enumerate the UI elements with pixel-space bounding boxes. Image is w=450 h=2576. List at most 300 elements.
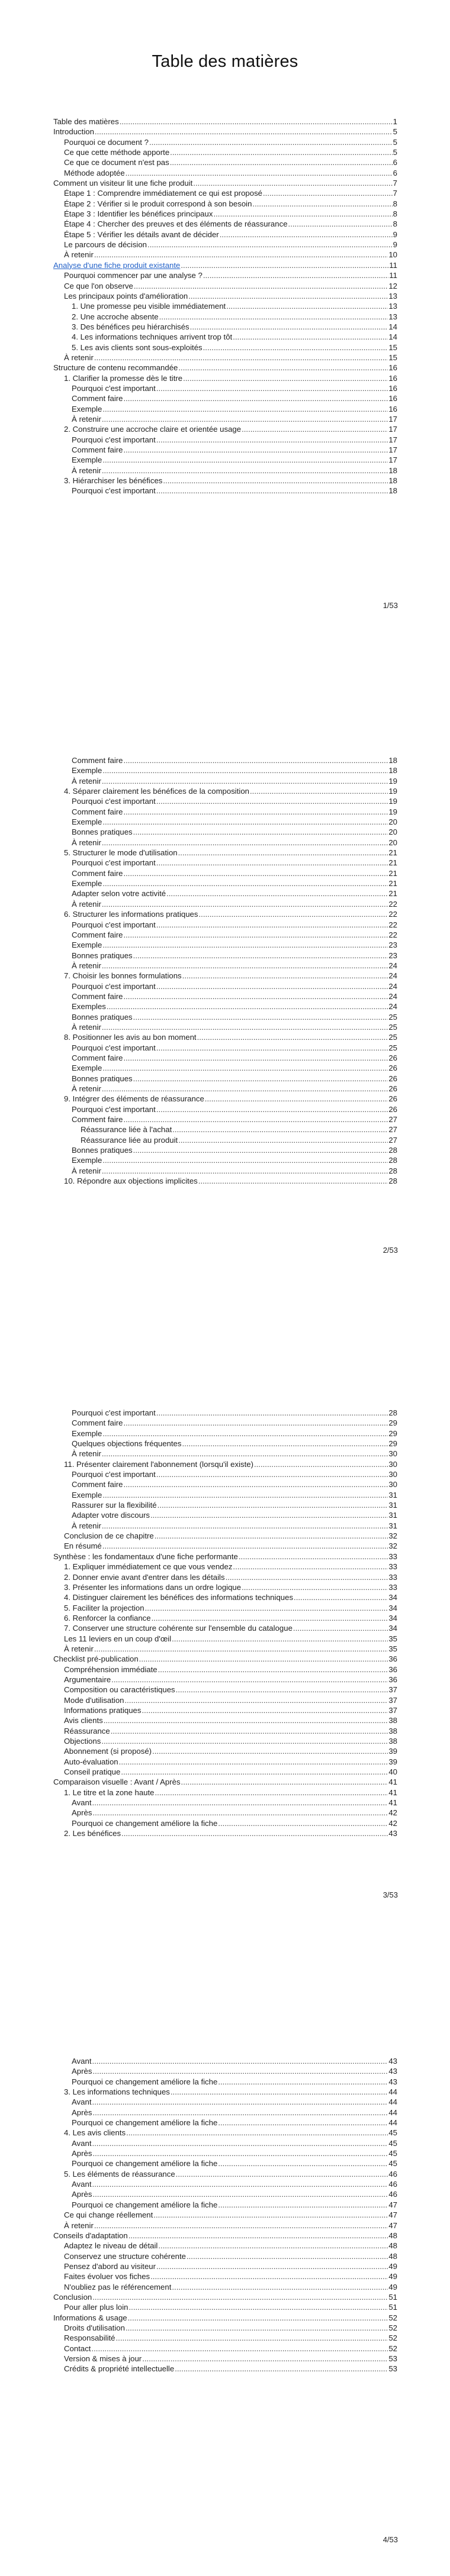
toc-entry-page-number: 30: [388, 1459, 397, 1469]
toc-entry[interactable]: [53, 2292, 397, 2302]
toc-entry[interactable]: [53, 1479, 397, 1489]
toc-entry[interactable]: [53, 2128, 397, 2138]
toc-entry-page-number: 36: [388, 1675, 397, 1684]
toc-leader-dots: [156, 1104, 388, 1114]
toc-entry[interactable]: [53, 1124, 397, 1135]
toc-leader-dots: [155, 1531, 388, 1541]
toc-entry[interactable]: [53, 2251, 397, 2261]
toc-entry-label: À retenir: [72, 1022, 101, 1032]
toc-entry-page-number: 6: [393, 158, 397, 167]
toc-entry[interactable]: [53, 1828, 397, 1838]
toc-leader-dots: [92, 2138, 388, 2148]
toc-entry[interactable]: [53, 991, 397, 1001]
toc-leader-dots: [123, 1479, 388, 1489]
toc-entry-label: 2. Donner envie avant d'entrer dans les détails: [64, 1572, 225, 1582]
toc-entry-label: Quelques objections fréquentes: [72, 1439, 182, 1449]
toc-entry-page-number: 48: [388, 2231, 397, 2240]
toc-entry-page-number: 18: [388, 756, 397, 765]
toc-entry[interactable]: [53, 2179, 397, 2189]
toc-entry[interactable]: [53, 1043, 397, 1053]
toc-entry-page-number: 24: [388, 1002, 397, 1011]
toc-entry[interactable]: [53, 230, 397, 240]
toc-entry[interactable]: [53, 2261, 397, 2271]
toc-entry[interactable]: [53, 1644, 397, 1654]
toc-leader-dots: [128, 2231, 388, 2241]
toc-entry[interactable]: [53, 1818, 397, 1828]
toc-entry[interactable]: [53, 1592, 397, 1602]
toc-leader-dots: [111, 1726, 388, 1736]
toc-leader-dots: [119, 1757, 388, 1767]
toc-leader-dots: [181, 1777, 388, 1787]
toc-entry[interactable]: [53, 147, 397, 157]
toc-entry[interactable]: [53, 888, 397, 898]
toc-entry-page-number: 5: [393, 127, 397, 137]
toc-entry[interactable]: [53, 1176, 397, 1186]
toc-entry[interactable]: [53, 1094, 397, 1104]
toc-entry[interactable]: [53, 1510, 397, 1520]
toc-entry-page-number: 52: [388, 2333, 397, 2343]
toc-entry-label: Avis clients: [64, 1716, 103, 1725]
toc-leader-dots: [183, 373, 388, 383]
toc-leader-dots: [126, 2128, 388, 2138]
toc-entry-label: En résumé: [64, 1541, 102, 1551]
toc-entry[interactable]: [53, 1562, 397, 1572]
toc-entry[interactable]: [53, 2056, 397, 2066]
toc-entry[interactable]: [53, 291, 397, 301]
toc-entry[interactable]: [53, 796, 397, 806]
toc-leader-dots: [102, 1155, 388, 1165]
toc-entry[interactable]: [53, 2158, 397, 2168]
toc-entry[interactable]: [53, 1408, 397, 1418]
toc-entry-page-number: 29: [388, 1428, 397, 1438]
toc-entry-label: À retenir: [72, 1084, 101, 1093]
toc-entry[interactable]: [53, 250, 397, 260]
toc-entry[interactable]: [53, 312, 397, 322]
toc-entry[interactable]: [53, 1063, 397, 1073]
toc-entry-label: Étape 2 : Vérifier si le produit correspond à son besoin: [64, 199, 252, 208]
toc-entry[interactable]: [53, 755, 397, 765]
toc-entry[interactable]: [53, 414, 397, 424]
toc-entry[interactable]: [53, 1572, 397, 1582]
toc-entry[interactable]: [53, 117, 397, 127]
toc-leader-dots: [94, 1644, 388, 1654]
toc-entry[interactable]: [53, 2169, 397, 2179]
toc-entry-page-number: 21: [388, 889, 397, 898]
toc-leader-dots: [239, 1552, 388, 1562]
toc-entry[interactable]: [53, 322, 397, 332]
toc-entry[interactable]: [53, 445, 397, 455]
toc-entry-page-number: 16: [388, 383, 397, 393]
toc-entry[interactable]: [53, 1715, 397, 1725]
toc-entry[interactable]: [53, 1135, 397, 1145]
toc-entry[interactable]: [53, 1053, 397, 1063]
toc-entry-label: Pourquoi ce changement améliore la fiche: [72, 2159, 218, 2168]
toc-entry[interactable]: [53, 1726, 397, 1736]
toc-entry-page-number: 25: [388, 1022, 397, 1032]
toc-entry[interactable]: [53, 1490, 397, 1500]
toc-entry-label: Comparaison visuelle : Avant / Après: [53, 1777, 181, 1787]
toc-entry[interactable]: [53, 2364, 397, 2374]
toc-entry[interactable]: [53, 2118, 397, 2128]
toc-leader-dots: [145, 1603, 388, 1613]
toc-entry-label: Conclusion: [53, 2292, 92, 2302]
toc-entry[interactable]: [53, 2189, 397, 2199]
toc-entry-label: À retenir: [72, 899, 101, 909]
toc-entry-page-number: 38: [388, 1726, 397, 1735]
toc-entry-page-number: 52: [388, 2323, 397, 2332]
toc-entry[interactable]: [53, 1757, 397, 1767]
toc-entry[interactable]: [53, 1001, 397, 1011]
toc-entry[interactable]: [53, 1500, 397, 1510]
toc-entry[interactable]: [53, 1623, 397, 1633]
toc-entry[interactable]: [53, 1145, 397, 1155]
toc-entry-label: Bonnes pratiques: [72, 1074, 133, 1083]
toc-entry[interactable]: [53, 961, 397, 971]
toc-entry-page-number: 18: [388, 766, 397, 775]
toc-entry-page-number: 43: [388, 2057, 397, 2066]
toc-leader-dots: [123, 991, 388, 1001]
toc-entry-label: Pourquoi c'est important: [72, 383, 156, 393]
toc-entry[interactable]: [53, 765, 397, 775]
toc-entry-label: 4. Les avis clients: [64, 2128, 126, 2138]
toc-entry-page-number: 9: [393, 230, 397, 239]
toc-entry-page-number: 45: [388, 2138, 397, 2148]
toc-leader-dots: [172, 2282, 388, 2292]
toc-entry-label: 5. Les avis clients sont sous-exploités: [72, 342, 202, 352]
toc-leader-dots: [94, 2221, 388, 2231]
document-page-2: [0, 645, 450, 1287]
toc-entry[interactable]: [53, 373, 397, 383]
toc-entry[interactable]: [53, 137, 397, 147]
toc-entry[interactable]: [53, 848, 397, 858]
toc-entry-label: N'oubliez pas le référencement: [64, 2282, 172, 2291]
toc-leader-dots: [92, 1798, 388, 1808]
toc-leader-dots: [121, 1828, 388, 1838]
toc-entry[interactable]: [53, 1788, 397, 1798]
toc-list: [53, 1408, 397, 1838]
toc-entry[interactable]: [53, 1603, 397, 1613]
toc-entry-page-number: 41: [388, 1788, 397, 1797]
toc-entry[interactable]: [53, 940, 397, 950]
toc-entry[interactable]: [53, 404, 397, 414]
toc-entry[interactable]: [53, 2138, 397, 2148]
toc-leader-dots: [133, 1145, 388, 1155]
toc-entry-label: Comment faire: [72, 807, 123, 816]
toc-entry[interactable]: [53, 1104, 397, 1114]
toc-entry[interactable]: [53, 1074, 397, 1084]
toc-entry[interactable]: [53, 899, 397, 909]
toc-entry-label: 10. Répondre aux objections implicites: [64, 1177, 198, 1186]
toc-entry[interactable]: [53, 1634, 397, 1644]
toc-entry[interactable]: [53, 2323, 397, 2333]
toc-entry-label: 4. Séparer clairement les bénéfices de la composition: [64, 787, 250, 796]
toc-entry[interactable]: [53, 1695, 397, 1705]
toc-entry[interactable]: [53, 393, 397, 403]
toc-entry[interactable]: [53, 1439, 397, 1449]
toc-entry-label: 5. Structurer le mode d'utilisation: [64, 848, 178, 858]
toc-entry[interactable]: [53, 1022, 397, 1032]
toc-entry-page-number: 40: [388, 1767, 397, 1777]
toc-entry[interactable]: [53, 878, 397, 888]
toc-entry-page-number: 36: [388, 1664, 397, 1674]
toc-leader-dots: [170, 157, 393, 167]
toc-entry-page-number: 22: [388, 910, 397, 919]
toc-entry-page-number: 13: [388, 291, 397, 300]
toc-entry-label: Pourquoi c'est important: [72, 486, 156, 496]
toc-entry[interactable]: [53, 1767, 397, 1777]
toc-entry[interactable]: [53, 240, 397, 250]
toc-entry[interactable]: [53, 971, 397, 981]
toc-entry[interactable]: [53, 1155, 397, 1165]
toc-entry-page-number: 16: [388, 394, 397, 403]
toc-entry[interactable]: [53, 2221, 397, 2231]
toc-entry[interactable]: [53, 1808, 397, 1818]
toc-entry[interactable]: [53, 353, 397, 363]
toc-leader-dots: [252, 199, 392, 209]
toc-leader-dots: [178, 1135, 388, 1145]
toc-entry-label: 7. Conserver une structure cohérente sur l'ensemble du catalogue: [64, 1624, 292, 1633]
toc-entry-label: Checklist pré-publication: [53, 1654, 139, 1664]
toc-entry-page-number: 53: [388, 2364, 397, 2374]
toc-entry-page-number: 16: [388, 363, 397, 373]
toc-entry-label: Bonnes pratiques: [72, 951, 133, 960]
toc-entry-page-number: 48: [388, 2251, 397, 2261]
toc-entry-page-number: 24: [388, 971, 397, 981]
toc-entry[interactable]: [53, 827, 397, 837]
toc-entry-page-number: 22: [388, 899, 397, 909]
toc-entry-label: Table des matières: [53, 117, 119, 126]
toc-entry[interactable]: [53, 1552, 397, 1562]
toc-entry-page-number: 17: [388, 435, 397, 444]
toc-entry[interactable]: [53, 2097, 397, 2107]
toc-entry-page-number: 44: [388, 2108, 397, 2117]
toc-entry[interactable]: [53, 1582, 397, 1592]
toc-entry[interactable]: [53, 2231, 397, 2241]
toc-entry-page-number: 33: [388, 1552, 397, 1561]
toc-entry[interactable]: [53, 2354, 397, 2364]
toc-entry[interactable]: [53, 260, 397, 270]
toc-entry[interactable]: [53, 199, 397, 209]
toc-entry-label: À retenir: [64, 1644, 94, 1653]
toc-entry[interactable]: [53, 127, 397, 137]
toc-leader-dots: [102, 878, 388, 888]
toc-entry-page-number: 46: [388, 2190, 397, 2199]
toc-leader-dots: [134, 281, 388, 291]
toc-leader-dots: [129, 2302, 388, 2312]
toc-entry[interactable]: [53, 807, 397, 817]
toc-entry[interactable]: [53, 1114, 397, 1124]
toc-entry[interactable]: [53, 466, 397, 476]
toc-entry[interactable]: [53, 270, 397, 280]
toc-leader-dots: [123, 755, 388, 765]
toc-entry[interactable]: [53, 1736, 397, 1746]
toc-leader-dots: [203, 342, 388, 353]
toc-entry[interactable]: [53, 1798, 397, 1808]
toc-entry-label: Après: [72, 2067, 92, 2076]
toc-entry-label: 8. Positionner les avis au bon moment: [64, 1033, 197, 1042]
toc-entry[interactable]: [53, 2148, 397, 2158]
toc-entry-page-number: 39: [388, 1757, 397, 1766]
toc-entry-page-number: 49: [388, 2261, 397, 2271]
toc-entry[interactable]: [53, 486, 397, 496]
toc-entry[interactable]: [53, 1418, 397, 1428]
toc-leader-dots: [294, 1592, 388, 1602]
toc-entry[interactable]: [53, 209, 397, 219]
toc-entry-page-number: 19: [388, 797, 397, 806]
toc-entry[interactable]: [53, 219, 397, 229]
toc-entry[interactable]: [53, 786, 397, 796]
toc-entry-label: Avant: [72, 2097, 92, 2107]
toc-entry[interactable]: [53, 1654, 397, 1664]
toc-entry[interactable]: [53, 1469, 397, 1479]
toc-entry[interactable]: [53, 2200, 397, 2210]
toc-entry[interactable]: [53, 476, 397, 486]
toc-entry[interactable]: [53, 1531, 397, 1541]
toc-entry-label: Exemple: [72, 1490, 102, 1499]
toc-entry[interactable]: [53, 930, 397, 940]
toc-entry-page-number: 18: [388, 466, 397, 475]
toc-entry[interactable]: [53, 1705, 397, 1715]
toc-entry[interactable]: [53, 1449, 397, 1459]
toc-entry-label: Pourquoi c'est important: [72, 1408, 156, 1417]
toc-entry[interactable]: [53, 1664, 397, 1675]
toc-entry[interactable]: [53, 2333, 397, 2343]
toc-entry-page-number: 29: [388, 1439, 397, 1449]
toc-entry-page-number: 26: [388, 1084, 397, 1093]
toc-entry-label: 3. Hiérarchiser les bénéfices: [64, 476, 163, 486]
toc-entry[interactable]: [53, 951, 397, 961]
toc-leader-dots: [92, 1808, 388, 1818]
toc-entry-label: Auto-évaluation: [64, 1757, 118, 1766]
toc-entry[interactable]: [53, 2282, 397, 2292]
toc-entry[interactable]: [53, 838, 397, 848]
toc-entry[interactable]: [53, 301, 397, 311]
toc-entry-label: Pourquoi c'est important: [72, 920, 156, 929]
toc-leader-dots: [163, 476, 388, 486]
toc-entry-label: Après: [72, 1808, 92, 1818]
toc-entry-page-number: 17: [388, 414, 397, 424]
toc-leader-dots: [102, 414, 388, 424]
toc-entry[interactable]: [53, 178, 397, 188]
toc-entry[interactable]: [53, 2241, 397, 2251]
toc-entry-label: 2. Les bénéfices: [64, 1829, 121, 1838]
toc-entry[interactable]: [53, 1428, 397, 1439]
toc-entry[interactable]: [53, 981, 397, 991]
toc-entry[interactable]: [53, 1541, 397, 1551]
toc-entry-page-number: 23: [388, 940, 397, 950]
toc-entry[interactable]: [53, 2087, 397, 2097]
toc-entry-page-number: 51: [388, 2303, 397, 2312]
toc-entry[interactable]: [53, 363, 397, 373]
toc-entry-page-number: 33: [388, 1562, 397, 1572]
toc-entry-label: 5. Faciliter la projection: [64, 1603, 144, 1612]
toc-entry[interactable]: [53, 332, 397, 342]
toc-entry-label: Conseil pratique: [64, 1767, 121, 1777]
toc-entry[interactable]: [53, 817, 397, 827]
toc-entry[interactable]: [53, 157, 397, 167]
toc-entry-label: Droits d'utilisation: [64, 2323, 125, 2332]
toc-entry[interactable]: [53, 868, 397, 878]
toc-entry-label: Pour aller plus loin: [64, 2303, 128, 2312]
toc-entry[interactable]: [53, 2271, 397, 2281]
toc-leader-dots: [156, 1408, 388, 1418]
toc-entry[interactable]: [53, 1521, 397, 1531]
toc-entry-page-number: 42: [388, 1818, 397, 1828]
toc-entry[interactable]: [53, 2210, 397, 2220]
toc-entry[interactable]: [53, 776, 397, 786]
toc-leader-dots: [176, 2169, 388, 2179]
toc-entry[interactable]: [53, 188, 397, 198]
toc-entry-label: Conclusion de ce chapitre: [64, 1531, 154, 1541]
toc-leader-dots: [250, 786, 388, 796]
toc-entry[interactable]: [53, 1777, 397, 1787]
toc-leader-dots: [233, 332, 388, 342]
toc-entry-page-number: 27: [388, 1115, 397, 1124]
toc-entry-label: Ce que cette méthode apporte: [64, 148, 170, 157]
toc-entry[interactable]: [53, 1084, 397, 1094]
toc-leader-dots: [198, 1176, 388, 1186]
toc-leader-dots: [155, 1788, 388, 1798]
toc-entry[interactable]: [53, 1166, 397, 1176]
toc-entry-page-number: 11: [389, 271, 397, 280]
toc-entry[interactable]: [53, 342, 397, 353]
toc-entry-page-number: 33: [388, 1582, 397, 1592]
toc-leader-dots: [213, 209, 392, 219]
toc-leader-dots: [218, 2200, 388, 2210]
toc-leader-dots: [92, 2108, 388, 2118]
toc-entry[interactable]: [53, 435, 397, 445]
toc-entry[interactable]: [53, 281, 397, 291]
toc-entry[interactable]: [53, 2108, 397, 2118]
toc-entry[interactable]: [53, 1746, 397, 1756]
toc-leader-dots: [102, 961, 388, 971]
toc-entry[interactable]: [53, 858, 397, 868]
toc-entry-label: À retenir: [72, 961, 101, 970]
toc-entry-page-number: 17: [388, 455, 397, 465]
toc-entry[interactable]: [53, 455, 397, 465]
toc-entry[interactable]: [53, 1685, 397, 1695]
toc-entry-page-number: 12: [388, 281, 397, 290]
toc-entry[interactable]: [53, 1459, 397, 1469]
toc-leader-dots: [182, 1439, 388, 1449]
toc-leader-dots: [111, 1675, 388, 1685]
toc-entry[interactable]: [53, 920, 397, 930]
toc-entry[interactable]: [53, 2077, 397, 2087]
toc-entry[interactable]: [53, 1032, 397, 1042]
toc-entry[interactable]: [53, 424, 397, 434]
toc-entry-label: 1. Expliquer immédiatement ce que vous vendez: [64, 1562, 233, 1572]
toc-entry[interactable]: [53, 1613, 397, 1623]
toc-entry[interactable]: [53, 1675, 397, 1685]
toc-leader-dots: [133, 951, 388, 961]
toc-entry[interactable]: [53, 1012, 397, 1022]
toc-entry[interactable]: [53, 2313, 397, 2323]
toc-entry[interactable]: [53, 383, 397, 393]
toc-entry[interactable]: [53, 2344, 397, 2354]
toc-entry-page-number: 11: [389, 260, 397, 270]
toc-leader-dots: [102, 1428, 388, 1439]
toc-entry[interactable]: [53, 909, 397, 919]
toc-leader-dots: [102, 1541, 388, 1551]
toc-leader-dots: [152, 1746, 388, 1756]
toc-entry[interactable]: [53, 2066, 397, 2076]
toc-entry-page-number: 18: [388, 486, 397, 496]
toc-entry[interactable]: [53, 168, 397, 178]
toc-entry-page-number: 28: [388, 1166, 397, 1175]
toc-leader-dots: [159, 312, 388, 322]
toc-entry[interactable]: [53, 2302, 397, 2312]
toc-leader-dots: [102, 776, 388, 786]
